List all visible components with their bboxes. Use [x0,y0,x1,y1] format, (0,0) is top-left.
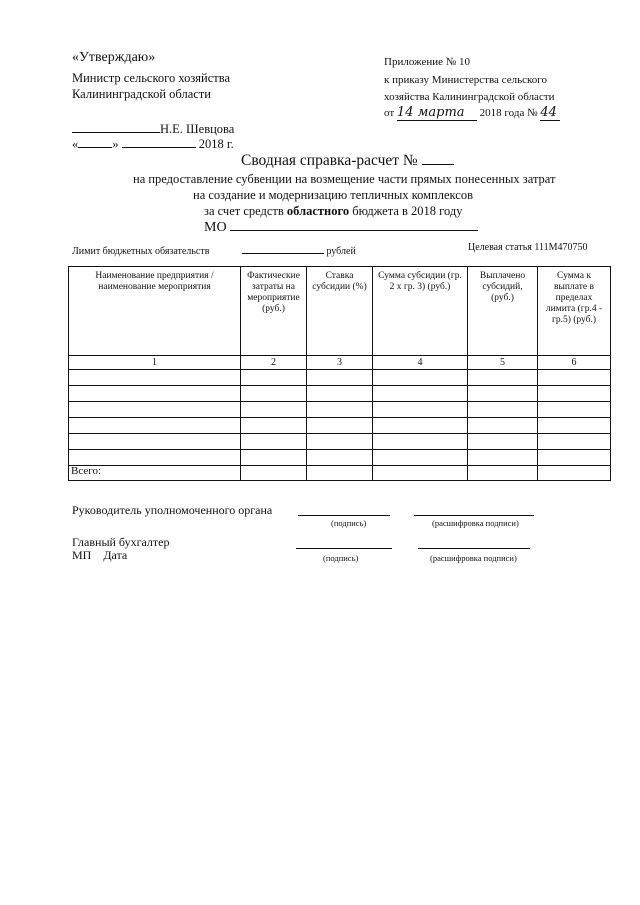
title-main: Сводная справка-расчет № [241,152,418,169]
column-number: 2 [241,356,307,370]
accountant-decode-line [418,548,530,549]
mo-row [204,219,478,236]
document-title [241,152,454,170]
limit-unit: рублей [326,246,356,257]
table-header-row [69,267,611,356]
target-code: 111М470750 [534,242,588,253]
table-row [69,386,611,402]
approval-year: 2018 г. [198,137,234,151]
limit-blank [242,242,324,254]
mp-label: МП [72,548,92,562]
title-line-4-bold: областного [286,204,350,218]
table-row [69,434,611,450]
signer-name: Н.Е. Шевцова [160,122,235,136]
approval-date [72,136,234,152]
header-rate: Ставка субсидии (%) [307,267,373,356]
calculation-table [68,266,611,481]
column-number: 4 [373,356,468,370]
date-quote-close: » [112,137,119,151]
mo-blank [230,219,478,231]
approval-line-1: Министр сельского хозяйства [72,71,231,85]
head-sign-line [298,515,390,516]
title-line-4-prefix: за счет средств [204,204,284,218]
approval-signer [72,121,234,137]
head-decode-line [414,515,534,516]
column-number: 5 [468,356,538,370]
appendix-line-3: хозяйства Калининградской области [384,91,555,103]
head-decode-caption: (расшифровка подписи) [432,518,519,528]
mo-label: МО [204,220,227,235]
approval-title: «Утверждаю» [72,50,156,65]
table-row [69,402,611,418]
handwritten-number: 44 [540,105,560,121]
limit-row [72,242,356,257]
header-to-pay: Сумма к выплате в пределах лимита (гр.4 - гр.5) (руб.) [538,267,611,356]
date-quote-open: « [72,137,79,151]
total-row [69,466,611,481]
header-actual-costs: Фактические затраты на мероприятие (руб.) [241,267,307,356]
title-line-2: на предоставление субвенции на возмещение части прямых понесенных затрат [133,172,556,186]
table-row [69,450,611,466]
appendix-order-date [384,105,560,121]
appendix-year-text: 2018 года № [479,107,538,119]
total-label: Всего: [69,466,241,481]
header-paid: Выплачено субсидий, (руб.) [468,267,538,356]
head-sign-caption: (подпись) [331,518,367,528]
appendix-from: от [384,107,395,119]
header-subsidy-sum: Сумма субсидии (гр. 2 х гр. 3) (руб.) [373,267,468,356]
title-number-blank [422,153,454,165]
accountant-sign-caption: (подпись) [323,553,359,563]
signature-line [72,121,160,133]
target-label: Целевая статья [468,242,532,253]
table-row [69,418,611,434]
column-number: 6 [538,356,611,370]
accountant-sign-line [296,548,392,549]
title-line-4-suffix: бюджета в 2018 году [352,204,463,218]
target-article [468,242,588,253]
column-number: 1 [69,356,241,370]
header-name: Наименование предприятия / наименование мероприятия [69,267,241,356]
column-number-row [69,356,611,370]
table-row [69,370,611,386]
date-label: Дата [103,548,128,562]
handwritten-date: 14 марта [397,105,477,121]
appendix-line-1: Приложение № 10 [384,56,471,68]
month-blank [122,136,196,148]
appendix-line-2: к приказу Министерства сельского [384,74,547,86]
head-signature-label: Руководитель уполномоченного органа [72,503,273,517]
accountant-label: Главный бухгалтер [72,535,170,549]
approval-line-2: Калининградской области [72,87,211,101]
title-line-4 [204,204,462,219]
title-line-3: на создание и модернизацию тепличных комплексов [193,188,473,202]
limit-label: Лимит бюджетных обязательств [72,246,210,257]
day-blank [78,136,112,148]
accountant-decode-caption: (расшифровка подписи) [430,553,517,563]
column-number: 3 [307,356,373,370]
mp-date-row [72,548,127,563]
